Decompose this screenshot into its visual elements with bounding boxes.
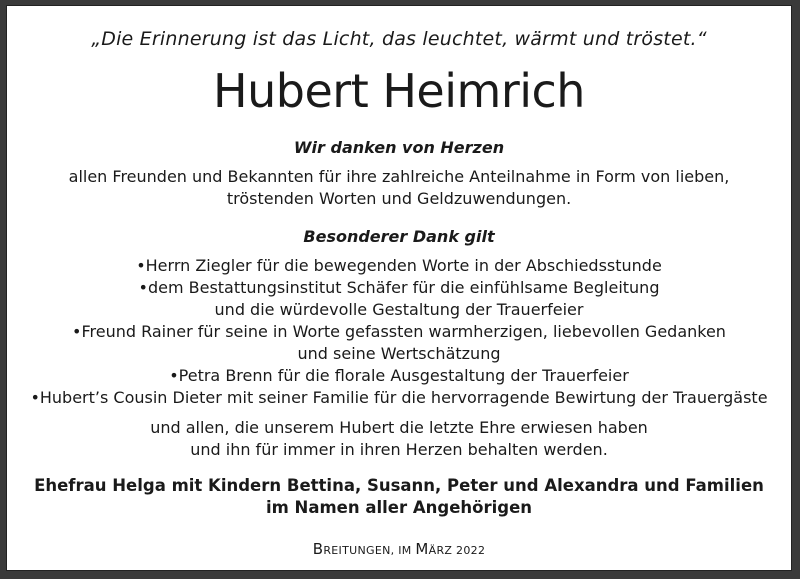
special-thanks-line: und seine Wertschätzung	[297, 344, 501, 363]
closing-line: und allen, die unserem Hubert die letzte Ehre erwiesen haben	[150, 418, 648, 437]
family-line: Ehefrau Helga mit Kindern Bettina, Susann, Peter und Alexandra und Familien	[34, 476, 764, 495]
special-thanks-line: •Herrn Ziegler für die bewegenden Worte in der Abschiedsstunde	[136, 256, 662, 275]
thanks-paragraph	[7, 166, 791, 210]
thanks-heading: Wir danken von Herzen	[293, 138, 505, 157]
obituary-notice	[6, 5, 792, 571]
family-signature	[7, 475, 791, 519]
special-thanks-line: •dem Bestattungsinstitut Schäfer für die einfühlsame Begleitung	[138, 278, 660, 297]
place-date-text: BREITUNGEN, IM MÄRZ 2022	[312, 540, 486, 558]
special-thanks-line: •Petra Brenn für die florale Ausgestaltung der Trauerfeier	[169, 366, 629, 385]
special-thanks-line: und die würdevolle Gestaltung der Trauerfeier	[214, 300, 584, 319]
thanks-line: tröstenden Worten und Geldzuwendungen.	[226, 189, 572, 208]
deceased-name: Hubert Heimrich	[213, 64, 585, 118]
family-line: im Namen aller Angehörigen	[265, 498, 533, 517]
closing-paragraph	[7, 417, 791, 461]
thanks-line: allen Freunden und Bekannten für ihre zahlreiche Anteilnahme in Form von lieben,	[68, 167, 730, 186]
place-date	[7, 540, 791, 558]
special-thanks-line: •Freund Rainer für seine in Worte gefassten warmherzigen, liebevollen Gedanken	[72, 322, 726, 341]
special-thanks-list	[7, 255, 791, 409]
memorial-quote: „Die Erinnerung ist das Licht, das leuchtet, wärmt und tröstet.“	[91, 28, 707, 50]
special-thanks-line: •Hubert’s Cousin Dieter mit seiner Familie für die hervorragende Bewirtung der Trauergäste	[30, 388, 768, 407]
closing-line: und ihn für immer in ihren Herzen behalten werden.	[190, 440, 608, 459]
special-thanks-heading: Besonderer Dank gilt	[303, 227, 495, 246]
